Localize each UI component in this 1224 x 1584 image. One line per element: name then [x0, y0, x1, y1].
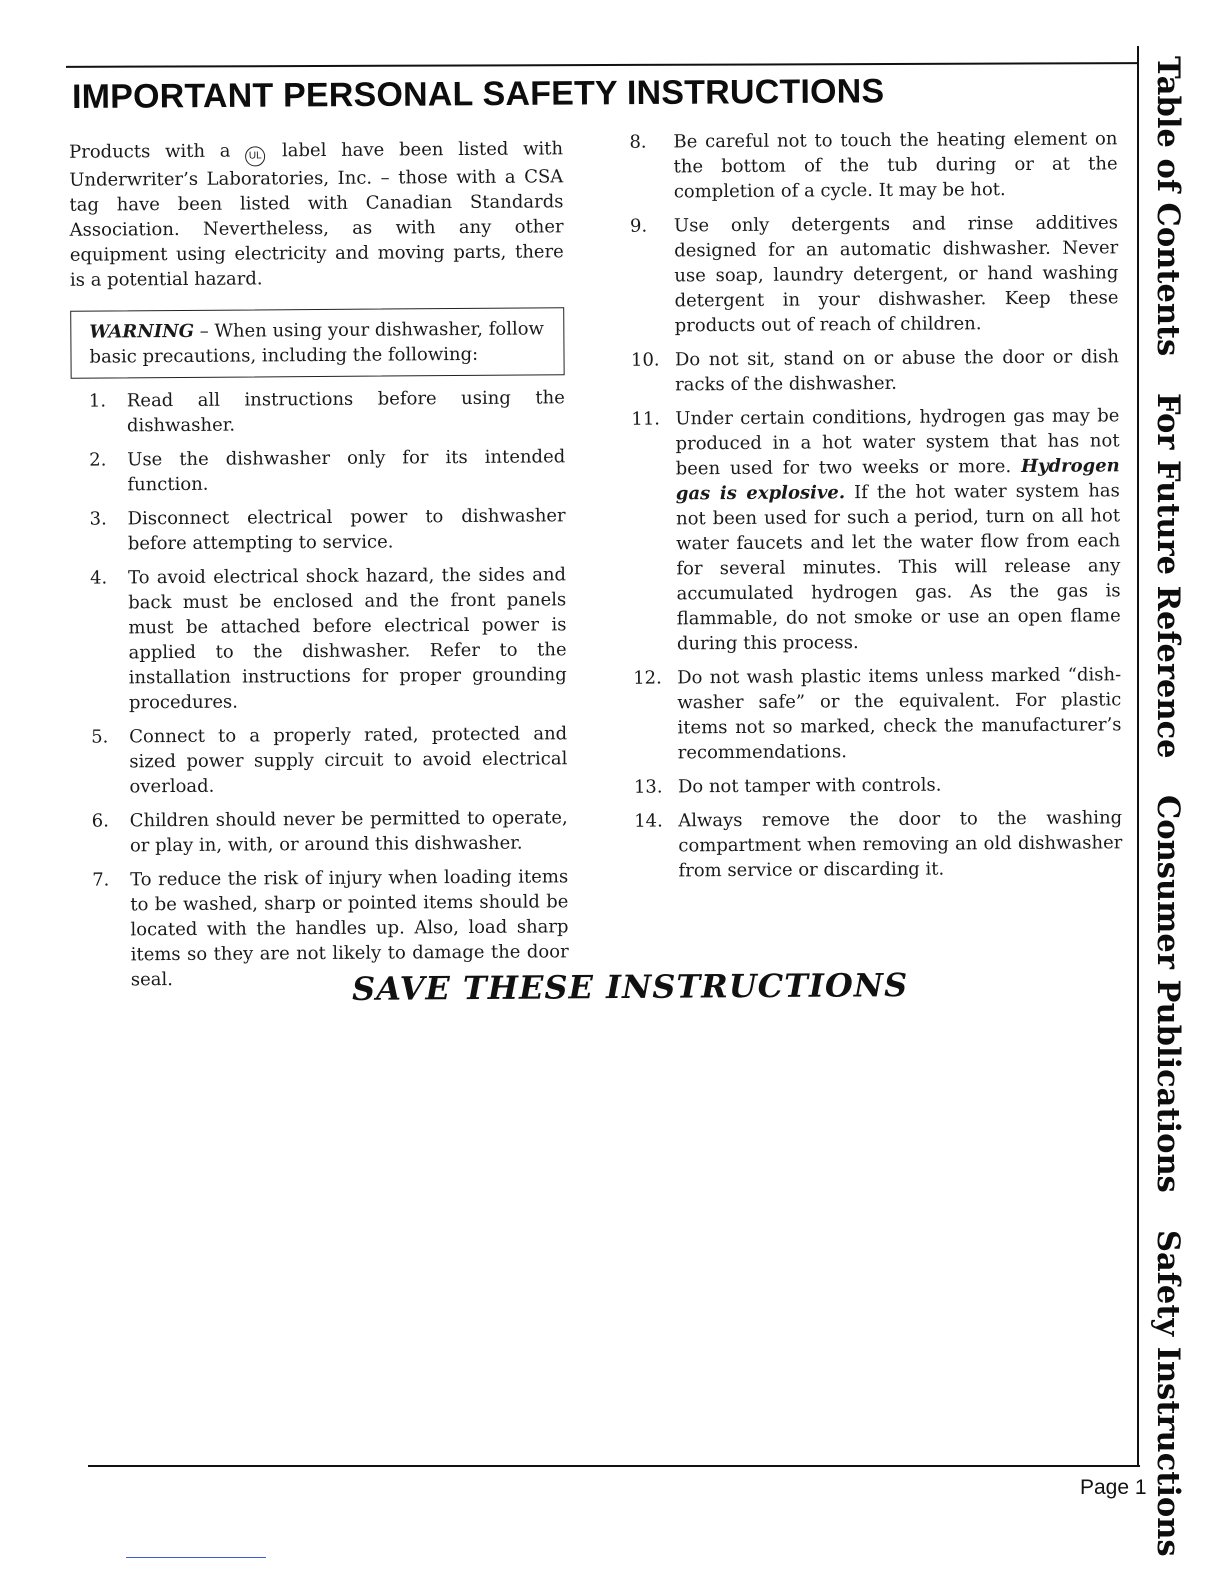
item-number: 5.: [91, 726, 109, 748]
item-text-after: If the hot water system has not been used for such a period, turn on all hot water faucets and let the water flow from each for several minutes. This will release any accumulated hydrogen gas. As the gas is flammable, do not smoke or use an open flame during this process.: [675, 480, 1121, 655]
instruction-list-left: [71, 385, 569, 992]
side-tab-text: [1150, 56, 1186, 1582]
instruction-list-right: [629, 126, 1122, 883]
left-column: [69, 136, 569, 1001]
bottom-rule: [88, 1465, 1140, 1467]
side-rule: [1137, 46, 1139, 1466]
item-text: Use only detergents and rinse additives designed for an automatic dishwasher. Never use soap, laundry detergent, or hand washing detergent in your dishwasher. Keep these products out of reach of children.: [673, 212, 1119, 337]
side-tab-strip: [1150, 56, 1194, 1557]
save-instructions-heading: SAVE THESE INSTRUCTIONS: [351, 966, 909, 1008]
item-text: Read all instructions before using the dishwasher.: [126, 387, 565, 437]
list-item: [629, 126, 1118, 204]
hydrogen-warning-emphasis: Hydrogen gas is explosive.: [675, 455, 1120, 505]
item-text: Disconnect electrical power to dishwasher before attempting to service.: [127, 505, 566, 555]
item-number: 3.: [89, 508, 107, 530]
item-number: 10.: [630, 349, 660, 371]
right-column: [629, 126, 1122, 892]
list-item: [72, 562, 567, 715]
item-number: 6.: [91, 810, 110, 832]
list-item: [631, 344, 1119, 397]
intro-paragraph: [69, 136, 564, 292]
list-item: [73, 721, 568, 799]
list-item: [71, 385, 565, 438]
list-item: [72, 503, 566, 556]
tab-for-future-reference[interactable]: For Future Reference: [1150, 392, 1186, 759]
item-number: 1.: [88, 390, 107, 412]
warning-box: [70, 307, 564, 378]
item-number: 14.: [634, 810, 663, 832]
blue-underline-mark: [126, 1557, 266, 1558]
tab-consumer-publications[interactable]: Consumer Publications: [1150, 795, 1186, 1193]
list-item: [74, 805, 568, 858]
list-item: [630, 210, 1119, 338]
warning-label: WARNING: [89, 320, 195, 343]
item-text: Children should never be permitted to operate, or play in, with, or around this dishwasher.: [129, 807, 568, 857]
item-number: 4.: [89, 567, 108, 589]
item-number: 13.: [633, 776, 663, 798]
warning-text: – When using your dishwasher, follow basic precautions, including the following:: [89, 318, 545, 368]
item-text: Be careful not to touch the heating element on the bottom of the tub during or at the completion of a cycle. It may be hot.: [673, 128, 1118, 203]
item-text: Do not sit, stand on or abuse the door or dish racks of the dishwasher.: [674, 346, 1120, 396]
intro-before-mark: Products with a: [69, 140, 231, 163]
item-text-before: Under certain conditions, hydrogen gas may be produced in a hot water system that has not been used for two weeks or more.: [675, 405, 1120, 480]
item-text: Use the dishwasher only for its intended function.: [127, 446, 566, 496]
tab-safety-instructions[interactable]: Safety Instructions: [1150, 1229, 1186, 1557]
page-number: Page 1: [1080, 1476, 1147, 1499]
tab-table-of-contents[interactable]: Table of Contents: [1150, 56, 1186, 357]
list-item: [634, 771, 1122, 799]
page-title: IMPORTANT PERSONAL SAFETY INSTRUCTIONS: [71, 72, 885, 116]
top-rule: [66, 62, 1138, 68]
item-number: 2.: [89, 449, 107, 471]
item-number: 8.: [629, 131, 647, 153]
list-item: [634, 805, 1123, 883]
list-item: [631, 403, 1121, 656]
item-text: Connect to a properly rated, protected and sized power supply circuit to avoid electrical overload.: [129, 723, 568, 798]
ul-listed-icon: UL: [245, 146, 265, 166]
item-text: Always remove the door to the washing compartment when removing an old dishwasher from service or discarding it.: [678, 807, 1123, 882]
item-text: Do not tamper with controls.: [677, 774, 942, 798]
item-number: 12.: [633, 667, 662, 689]
intro-after-mark: label have been listed with Underwriter’s Laboratories, Inc. – those with a CSA tag have been listed with Canadian Standards Association. Nevertheless, as with any other equipment using electricity and moving parts, there is a potential hazard.: [69, 138, 564, 291]
list-item: [633, 662, 1122, 765]
item-number: 9.: [629, 215, 648, 237]
item-number: 7.: [92, 869, 110, 891]
item-number: 11.: [631, 408, 661, 430]
item-text: To avoid electrical shock hazard, the sides and back must be enclosed and the front panels must be attached before electrical power is applied to the dishwasher. Refer to the installation instructions for proper grounding procedures.: [127, 564, 567, 714]
item-text: Do not wash plastic items unless marked “dishwasher safe” or the equivalent. For plastic items not so marked, check the manufacturer’s recommendations.: [677, 664, 1122, 764]
item-text: To reduce the risk of injury when loading items to be washed, sharp or pointed items should be located with the handles up. Also, load sharp items so they are not likely to damage the door seal.: [130, 866, 569, 991]
list-item: [71, 444, 565, 497]
